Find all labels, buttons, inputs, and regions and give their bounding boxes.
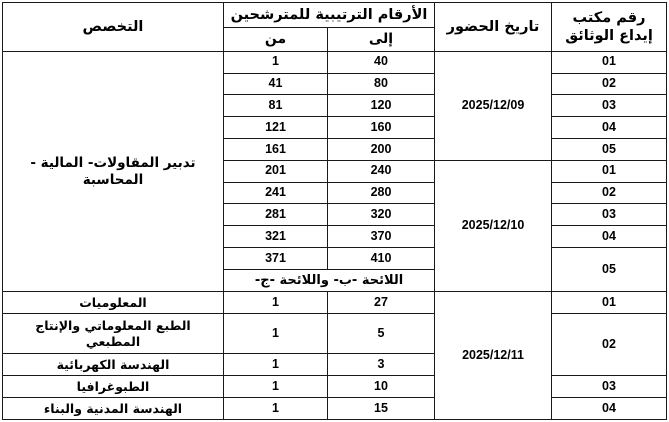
office-number-cell: 04	[552, 398, 667, 420]
office-number-cell: 01	[552, 292, 667, 314]
table-header-row-1	[2, 3, 666, 28]
range-from-cell: 121	[223, 117, 327, 139]
range-from-cell: 41	[223, 73, 327, 95]
range-to-cell: 240	[328, 160, 435, 182]
table-row	[2, 398, 666, 420]
specialization-cell: الهندسة المدنية والبناء	[2, 398, 223, 420]
range-to-cell: 160	[328, 117, 435, 139]
range-from-cell: 1	[223, 51, 327, 73]
specialization-cell: الهندسة الكهربائية	[2, 354, 223, 376]
range-from-cell: 161	[223, 139, 327, 161]
specialization-cell: تدبير المقاولات- المالية - المحاسبة	[2, 51, 223, 292]
table-row	[2, 376, 666, 398]
list-note-cell: اللائحة -ب- واللائحة -ج-	[223, 269, 434, 292]
specialization-cell: الطبوغرافيا	[2, 376, 223, 398]
office-number-cell: 03	[552, 204, 667, 226]
office-number-cell: 03	[552, 95, 667, 117]
attendance-date-cell: 2025/12/10	[435, 160, 552, 292]
range-from-cell: 371	[223, 248, 327, 270]
office-number-cell: 04	[552, 117, 667, 139]
range-to-cell: 3	[328, 354, 435, 376]
office-number-cell: 05	[552, 139, 667, 161]
range-to-cell: 40	[328, 51, 435, 73]
range-to-cell: 15	[328, 398, 435, 420]
table-row	[2, 51, 666, 73]
header-office-line1: رقم مكتب	[572, 9, 646, 26]
table-row	[2, 314, 666, 354]
attendance-date-cell: 2025/12/09	[435, 51, 552, 160]
range-to-cell: 10	[328, 376, 435, 398]
range-from-cell: 1	[223, 292, 327, 314]
range-to-cell: 410	[328, 248, 435, 270]
table-row	[2, 292, 666, 314]
range-from-cell: 241	[223, 182, 327, 204]
office-number-cell: 02	[552, 182, 667, 204]
office-number-cell: 01	[552, 160, 667, 182]
attendance-date-cell: 2025/12/11	[435, 292, 552, 420]
range-to-cell: 120	[328, 95, 435, 117]
header-candidate-numbers-group: الأرقام الترتيبية للمترشحين	[223, 3, 434, 28]
header-attendance-date: تاريخ الحضور	[435, 3, 552, 52]
range-from-cell: 1	[223, 314, 327, 354]
header-office-line2: إيداع الوثائق	[565, 27, 653, 44]
specialization-cell: المعلوميات	[2, 292, 223, 314]
candidates-table	[2, 2, 667, 420]
range-to-cell: 280	[328, 182, 435, 204]
range-to-cell: 320	[328, 204, 435, 226]
range-from-cell: 1	[223, 398, 327, 420]
range-to-cell: 370	[328, 226, 435, 248]
range-from-cell: 1	[223, 354, 327, 376]
range-to-cell: 27	[328, 292, 435, 314]
office-number-cell: 03	[552, 376, 667, 398]
header-range-to: إلى	[328, 27, 435, 51]
office-number-cell: 02	[552, 73, 667, 95]
header-specialization: التخصص	[2, 3, 223, 52]
header-office-number	[552, 3, 667, 52]
specialization-cell: الطبع المعلوماتي والإنتاج المطبعي	[2, 314, 223, 354]
office-number-cell: 05	[552, 248, 667, 292]
range-to-cell: 80	[328, 73, 435, 95]
office-number-cell: 01	[552, 51, 667, 73]
range-from-cell: 321	[223, 226, 327, 248]
range-from-cell: 81	[223, 95, 327, 117]
header-range-from: من	[223, 27, 327, 51]
range-to-cell: 5	[328, 314, 435, 354]
range-from-cell: 201	[223, 160, 327, 182]
range-to-cell: 200	[328, 139, 435, 161]
office-number-cell: 04	[552, 226, 667, 248]
range-from-cell: 1	[223, 376, 327, 398]
office-number-cell: 02	[552, 314, 667, 376]
range-from-cell: 281	[223, 204, 327, 226]
